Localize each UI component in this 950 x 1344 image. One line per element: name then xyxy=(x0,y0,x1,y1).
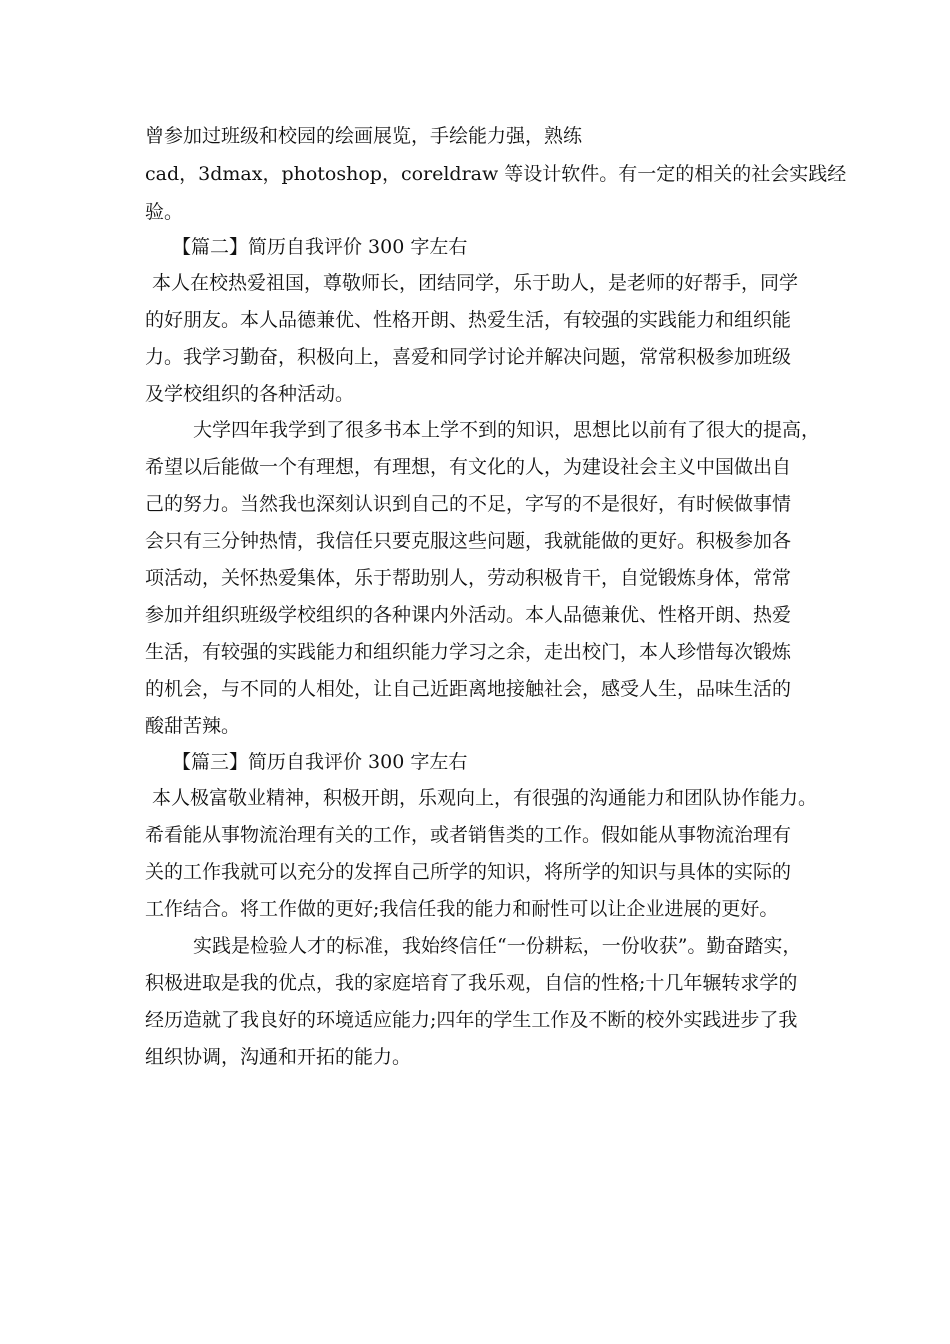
text-line: cad，3dmax，photoshop，coreldraw 等设计软件。有一定的相关的社会实践经 xyxy=(145,163,847,185)
text-line: 己的努力。当然我也深刻认识到自己的不足，字写的不是很好，有时候做事情 xyxy=(145,493,792,515)
text-line: 力。我学习勤奋，积极向上，喜爱和同学讨论并解决问题，常常积极参加班级 xyxy=(145,346,792,368)
text-line: 积极进取是我的优点，我的家庭培育了我乐观，自信的性格;十几年辗转求学的 xyxy=(145,972,798,994)
text-line: 大学四年我学到了很多书本上学不到的知识，思想比以前有了很大的提高， xyxy=(193,419,821,441)
text-line: 酸甜苦辣。 xyxy=(145,715,241,737)
section-heading: 【篇二】简历自我评价 300 字左右 xyxy=(172,236,468,258)
text-line: 曾参加过班级和校园的绘画展览，手绘能力强，熟练 xyxy=(145,125,583,147)
text-line: 实践是检验人才的标准，我始终信任“一份耕耘，一份收获”。勤奋踏实， xyxy=(193,935,802,957)
text-line: 会只有三分钟热情，我信任只要克服这些问题，我就能做的更好。积极参加各 xyxy=(145,530,792,552)
section-heading: 【篇三】简历自我评价 300 字左右 xyxy=(172,751,468,773)
text-line: 希看能从事物流治理有关的工作，或者销售类的工作。假如能从事物流治理有 xyxy=(145,824,792,846)
text-line: 的机会，与不同的人相处，让自己近距离地接触社会，感受人生，品味生活的 xyxy=(145,678,792,700)
text-line: 及学校组织的各种活动。 xyxy=(145,383,355,405)
text-line: 本人极富敬业精神，积极开朗，乐观向上，有很强的沟通能力和团队协作能力。 xyxy=(152,787,818,809)
text-line: 参加并组织班级学校组织的各种课内外活动。本人品德兼优、性格开朗、热爱 xyxy=(145,604,792,626)
text-line: 本人在校热爱祖国，尊敬师长，团结同学，乐于助人，是老师的好帮手，同学 xyxy=(152,272,799,294)
text-line: 生活，有较强的实践能力和组织能力学习之余，走出校门，本人珍惜每次锻炼 xyxy=(145,641,792,663)
text-line: 希望以后能做一个有理想，有理想，有文化的人，为建设社会主义中国做出自 xyxy=(145,456,792,478)
text-line: 工作结合。将工作做的更好;我信任我的能力和耐性可以让企业进展的更好。 xyxy=(145,898,779,920)
text-line: 经历造就了我良好的环境适应能力;四年的学生工作及不断的校外实践进步了我 xyxy=(145,1009,798,1031)
text-line: 的好朋友。本人品德兼优、性格开朗、热爱生活，有较强的实践能力和组织能 xyxy=(145,309,792,331)
text-line: 验。 xyxy=(145,201,184,223)
text-line: 项活动，关怀热爱集体，乐于帮助别人，劳动积极肯干，自觉锻炼身体，常常 xyxy=(145,567,792,589)
text-line: 关的工作我就可以充分的发挥自己所学的知识，将所学的知识与具体的实际的 xyxy=(145,861,792,883)
text-line: 组织协调，沟通和开拓的能力。 xyxy=(145,1046,412,1068)
